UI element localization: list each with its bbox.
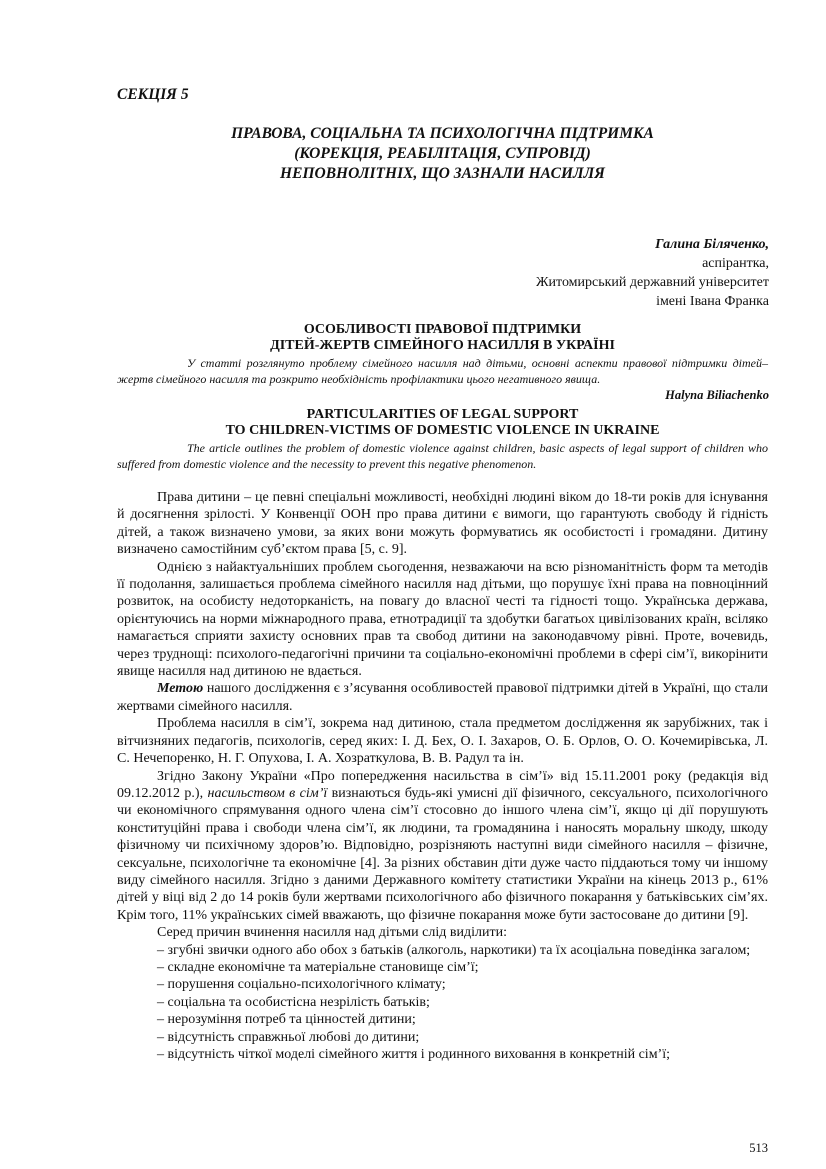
section-label: СЕКЦІЯ 5 (117, 86, 189, 103)
section-title (117, 124, 768, 184)
section-title-line-3: НЕПОВНОЛІТНІХ, ЩО ЗАЗНАЛИ НАСИЛЛЯ (280, 165, 605, 182)
article-title-en (117, 407, 768, 439)
article-body (117, 489, 768, 1063)
article-title-ua-line-2: ДІТЕЙ-ЖЕРТВ СІМЕЙНОГО НАСИЛЛЯ В УКРАЇНІ (270, 338, 615, 353)
section-title-line-2: (КОРЕКЦІЯ, РЕАБІЛІТАЦІЯ, СУПРОВІД) (294, 145, 591, 162)
author-university-line-2: імені Івана Франка (656, 294, 769, 309)
list-item: – нерозуміння потреб та цінностей дитини; (157, 1012, 416, 1028)
paragraph (117, 680, 768, 715)
abstract-en: The article outlines the problem of domestic violence against children, basic aspects of legal support of children who suffered from domestic violence and the necessity to prevent this negative phenomenon. (117, 441, 768, 471)
paragraph: Права дитини – це певні спеціальні можливості, необхідні людині віком до 18-ти років для існування й досягнення зрілості. У Конвенції ООН про права дитини є вимоги, що гарантують свободу й гідність дітей, а також визначено умови, за яких вони можуть формуватись як особистості і громадяни. Дитину визначено самостійним суб’єктом права [5, с. 9]. (117, 490, 768, 558)
section-title-line-1: ПРАВОВА, СОЦІАЛЬНА ТА ПСИХОЛОГІЧНА ПІДТРИМКА (231, 125, 654, 142)
paragraph: Однією з найактуальніших проблем сьогодення, незважаючи на всю різноманітність форм та методів її подолання, залишається проблема сімейного насилля над дітьми, що порушує їхні права на повноцінний розвиток, на особисту недоторканість, на повагу до власної честі та гідності тощо. Українська держава, орієнтуючись на норми міжнародного права, етнотрадиції та здобутки багатьох цивілізованих країн, всіляко намагається сприяти захисту основних прав та свобод дитини на законодавчому рівні. Проте, вочевидь, через труднощі: психолого-педагогічні причини та соціально-економічні проблеми в сфері сім’ї, викорінити явище насилля над дитиною не вдається. (117, 559, 768, 680)
list-item: – згубні звички одного або обох з батьків (алкоголь, наркотики) та їх асоціальна поведінка загалом; (157, 942, 751, 958)
author-name-en: Halyna Biliachenko (665, 388, 769, 402)
paragraph-text: Згідно Закону України «Про попередження насильства в сім’ї» від 15.11.2001 року (редакція від 09.12.2012 р.), (117, 768, 768, 801)
term-domestic-violence: насильством в сім’ї (207, 785, 328, 801)
article-title-ua (117, 322, 768, 354)
abstract-ua: У статті розглянуто проблему сімейного насилля над дітьми, основні аспекти правової підтримки дітей–жертв сімейного насилля та розкрито необхідність профілактики цього негативного явища. (117, 356, 768, 386)
author-affiliation (536, 235, 769, 311)
list-item: – складне економічне та матеріальне становище сім’ї; (157, 959, 479, 975)
paragraph-text: нашого дослідження є з’ясування особливостей правової підтримки дітей в Україні, що стали жертвами сімейного насилля. (117, 681, 768, 714)
term-aim: Метою (157, 681, 204, 697)
list-item: – соціальна та особистісна незрілість батьків; (157, 994, 430, 1010)
author-university-line-1: Житомирський державний університет (535, 275, 769, 290)
article-title-ua-line-1: ОСОБЛИВОСТІ ПРАВОВОЇ ПІДТРИМКИ (303, 322, 582, 337)
author-position: аспірантка, (702, 256, 769, 271)
paragraph: Проблема насилля в сім’ї, зокрема над дитиною, стала предметом дослідження як зарубіжних, так і вітчизняних педагогів, психологів, серед яких: І. Д. Бех, О. І. Захаров, О. Б. Орлов, О. О. Кочемирівська, Л. С. Нечепоренко, Н. Г. Опухова, І. А. Хозраткулова, В. В. Радул та ін. (117, 716, 768, 767)
article-title-en-line-2: TO CHILDREN-VICTIMS OF DOMESTIC VIOLENCE IN UKRAINE (225, 423, 660, 438)
paragraph (117, 768, 768, 925)
page-number: 513 (749, 1141, 768, 1155)
author-name: Галина Біляченко, (655, 237, 769, 252)
list-item: – відсутність справжньої любові до дитини; (157, 1029, 420, 1045)
paragraph-text: визнаються будь-які умисні дії фізичного, сексуального, психологічного чи економічного спрямування одного члена сім’ї стосовно до іншого члена сім’ї, якщо ці дії порушують конституційні права і свободи члена сім’ї, як людини, та громадянина і наносять моральну шкоду, шкоду фізичному чи психічному здоров’ю. Відповідно, розрізняють наступні види сімейного насилля – фізичне, сексуальне, психологічне та економічне [4]. За різних обставин діти дуже часто піддаються тому чи іншому виду сімейного насилля. Згідно з даними Державного комітету статистики України на кінець 2013 р., 61% дітей у віці від 2 до 14 років були жертвами психологічного або фізичного покарання у батьківських сім’ях. Крім того, 11% українських сімей вважають, що фізичне покарання може бути застосоване до дитини [9]. (117, 785, 769, 923)
list-item: – відсутність чіткої моделі сімейного життя і родинного виховання в конкретній сім’ї; (157, 1047, 670, 1062)
paragraph: Серед причин вчинення насилля над дітьми слід виділити: (157, 925, 507, 941)
list-item: – порушення соціально-психологічного клімату; (157, 977, 446, 993)
article-title-en-line-1: PARTICULARITIES OF LEGAL SUPPORT (306, 407, 579, 422)
